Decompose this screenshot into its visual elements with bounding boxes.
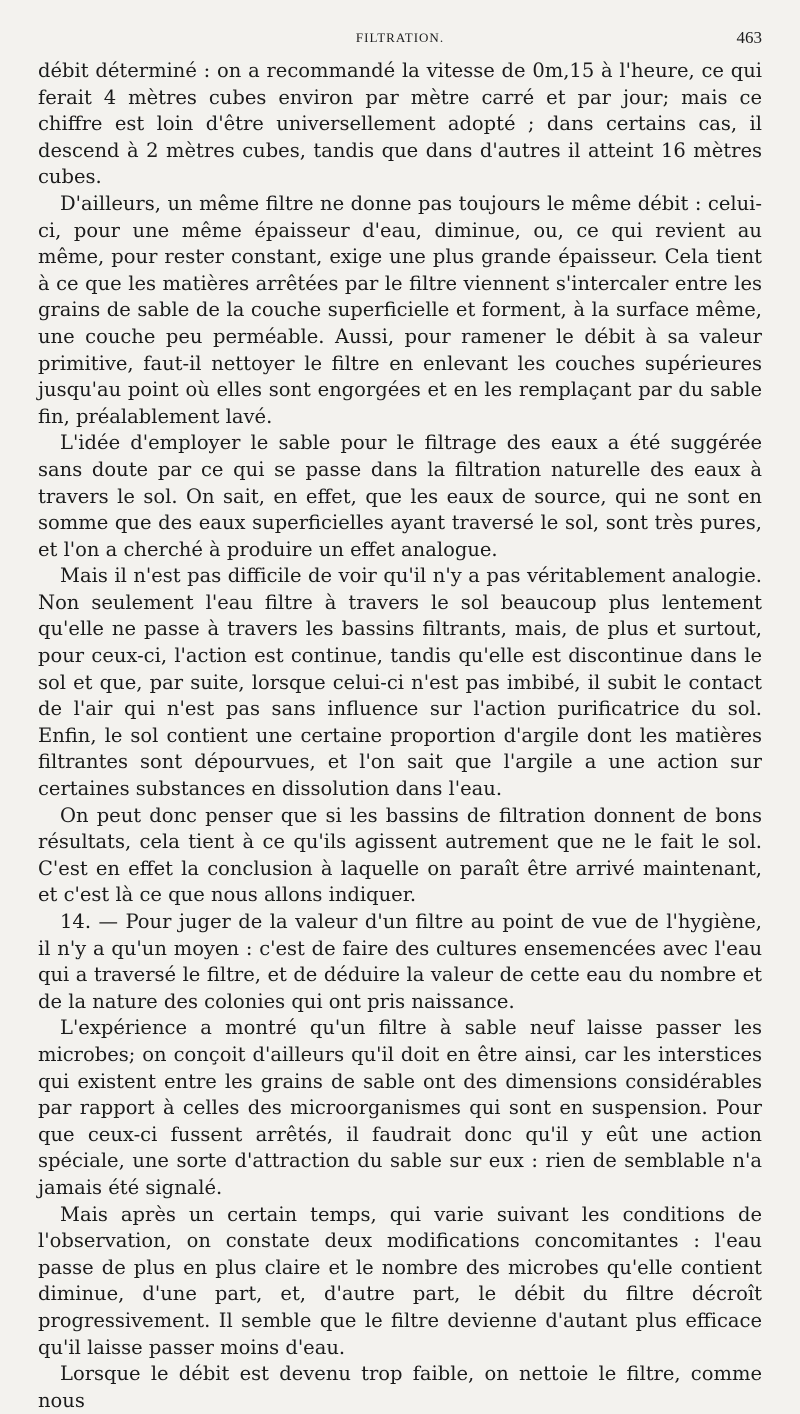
paragraph: L'idée d'employer le sable pour le filtrage des eaux a été suggérée sans doute par ce qui se passe dans la filtration naturelle des eaux à travers le sol. On sait, en effet, que les eaux de source, qui ne sont en somme que des eaux superficielles ayant traversé le sol, sont très pures, et l'on a cherché à produire un effet analogue. bbox=[38, 431, 762, 561]
paragraph: Mais il n'est pas difficile de voir qu'il n'y a pas véritablement analogie. Non seulement l'eau filtre à travers le sol beaucoup plus lentement qu'elle ne passe à travers les bassins filtrants, mais, de plus et surtout, pour ceux-ci, l'action est continue, tandis qu'elle est discontinue dans le sol et que, par suite, lorsque celui-ci n'est pas imbibé, il subit le contact de l'air qui n'est pas sans influence sur l'action purificatrice du sol. Enfin, le sol contient une certaine proportion d'argile dont les matières filtrantes sont dépourvues, et l'on sait que l'argile a une action sur certaines substances en dissolution dans l'eau. bbox=[38, 564, 762, 801]
paragraph-continued: débit déterminé : on a recommandé la vitesse de 0m,15 à l'heure, ce qui ferait 4 mètres cubes environ par mètre carré et par jour; mais ce chiffre est loin d'être universellement adopté ; dans certains cas, il descend à 2 mètres cubes, tandis que dans d'autres il atteint 16 mètres cubes. bbox=[38, 59, 762, 189]
paragraph-section-14: 14. — Pour juger de la valeur d'un filtre au point de vue de l'hygiène, il n'y a qu'un moyen : c'est de faire des cultures ensemencées avec l'eau qui a traversé le filtre, et de déduire la valeur de cette eau du nombre et de la nature des colonies qui ont pris naissance. bbox=[38, 910, 762, 1013]
paragraph: L'expérience a montré qu'un filtre à sable neuf laisse passer les microbes; on conçoit d'ailleurs qu'il doit en être ainsi, car les interstices qui existent entre les grains de sable ont des dimensions considérables par rapport à celles des microorganismes qui sont en suspension. Pour que ceux-ci fussent arrêtés, il faudrait donc qu'il y eût une action spéciale, une sorte d'attraction du sable sur eux : rien de semblable n'a jamais été signalé. bbox=[38, 1016, 762, 1199]
body-text bbox=[38, 58, 762, 1414]
paragraph: D'ailleurs, un même filtre ne donne pas toujours le même débit : celui-ci, pour une même épaisseur d'eau, diminue, ou, ce qui revient au même, pour rester constant, exige une plus grande épaisseur. Cela tient à ce que les matières arrêtées par le filtre viennent s'intercaler entre les grains de sable de la couche superficielle et forment, à la surface même, une couche peu perméable. Aussi, pour ramener le débit à sa valeur primitive, faut-il nettoyer le filtre en enlevant les couches supérieures jusqu'au point où elles sont engorgées et en les remplaçant par du sable fin, préalablement lavé. bbox=[38, 191, 762, 428]
page-header bbox=[38, 26, 762, 48]
running-title: FILTRATION. bbox=[355, 30, 445, 45]
page-number: 463 bbox=[736, 28, 762, 47]
book-page bbox=[38, 26, 762, 1414]
paragraph: Mais après un certain temps, qui varie suivant les conditions de l'observation, on constate deux modifications concomitantes : l'eau passe de plus en plus claire et le nombre des microbes qu'elle contient diminue, d'une part, et, d'autre part, le débit du filtre décroît progressivement. Il semble que le filtre devienne d'autant plus efficace qu'il laisse passer moins d'eau. bbox=[38, 1202, 762, 1359]
paragraph: On peut donc penser que si les bassins de filtration donnent de bons résultats, cela tient à ce qu'ils agissent autrement que ne le fait le sol. C'est en effet la conclusion à laquelle on paraît être arrivé maintenant, et c'est là ce que nous allons indiquer. bbox=[38, 803, 762, 907]
paragraph-truncated: Lorsque le débit est devenu trop faible, on nettoie le filtre, comme nous bbox=[38, 1362, 762, 1412]
